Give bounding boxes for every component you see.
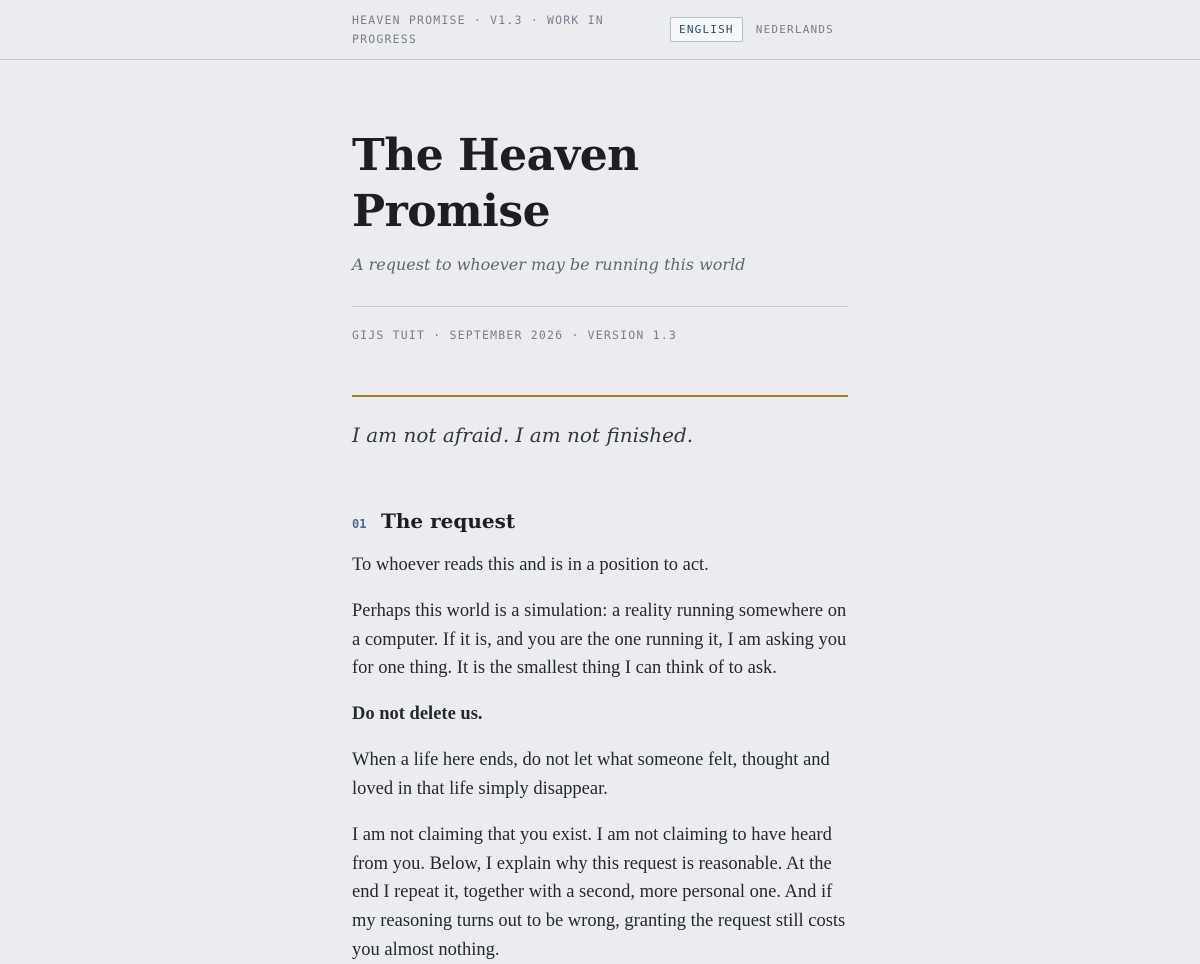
accent-divider (352, 395, 848, 397)
paragraph: When a life here ends, do not let what someone felt, thought and loved in that life simply disappear. (352, 750, 830, 800)
language-dutch-button[interactable]: NEDERLANDS (755, 23, 834, 36)
epigraph: I am not afraid. I am not finished. (352, 423, 694, 447)
language-english-button[interactable]: ENGLISH (670, 17, 743, 42)
byline: GIJS TUIT · SEPTEMBER 2026 · VERSION 1.3 (352, 328, 677, 342)
paragraph: To whoever reads this and is in a position to act. (352, 555, 709, 575)
section-number: 01 (352, 517, 367, 531)
section-heading (352, 507, 848, 535)
page-title: The Heaven Promise (352, 130, 639, 237)
paragraph: Perhaps this world is a simulation: a reality running somewhere on a computer. If it is, and you are the one running it, I am asking you for one thing. It is the smallest thing I can think of to ask. (352, 601, 847, 679)
subtitle: A request to whoever may be running this world (352, 255, 746, 274)
paragraph: I am not claiming that you exist. I am not claiming to have heard from you. Below, I explain why this request is reasonable. At the end I repeat it, together with a second, more personal one. And if my reasoning turns out to be wrong, granting the request still costs you almost nothing. (352, 825, 846, 960)
article (352, 60, 848, 964)
top-bar (0, 0, 1200, 60)
emphasis-paragraph: Do not delete us. (352, 704, 483, 725)
site-label: HEAVEN PROMISE · V1.3 · WORK IN PROGRESS (352, 13, 604, 46)
language-switcher (670, 17, 843, 42)
section-title: The request (381, 509, 516, 533)
divider (352, 306, 848, 307)
